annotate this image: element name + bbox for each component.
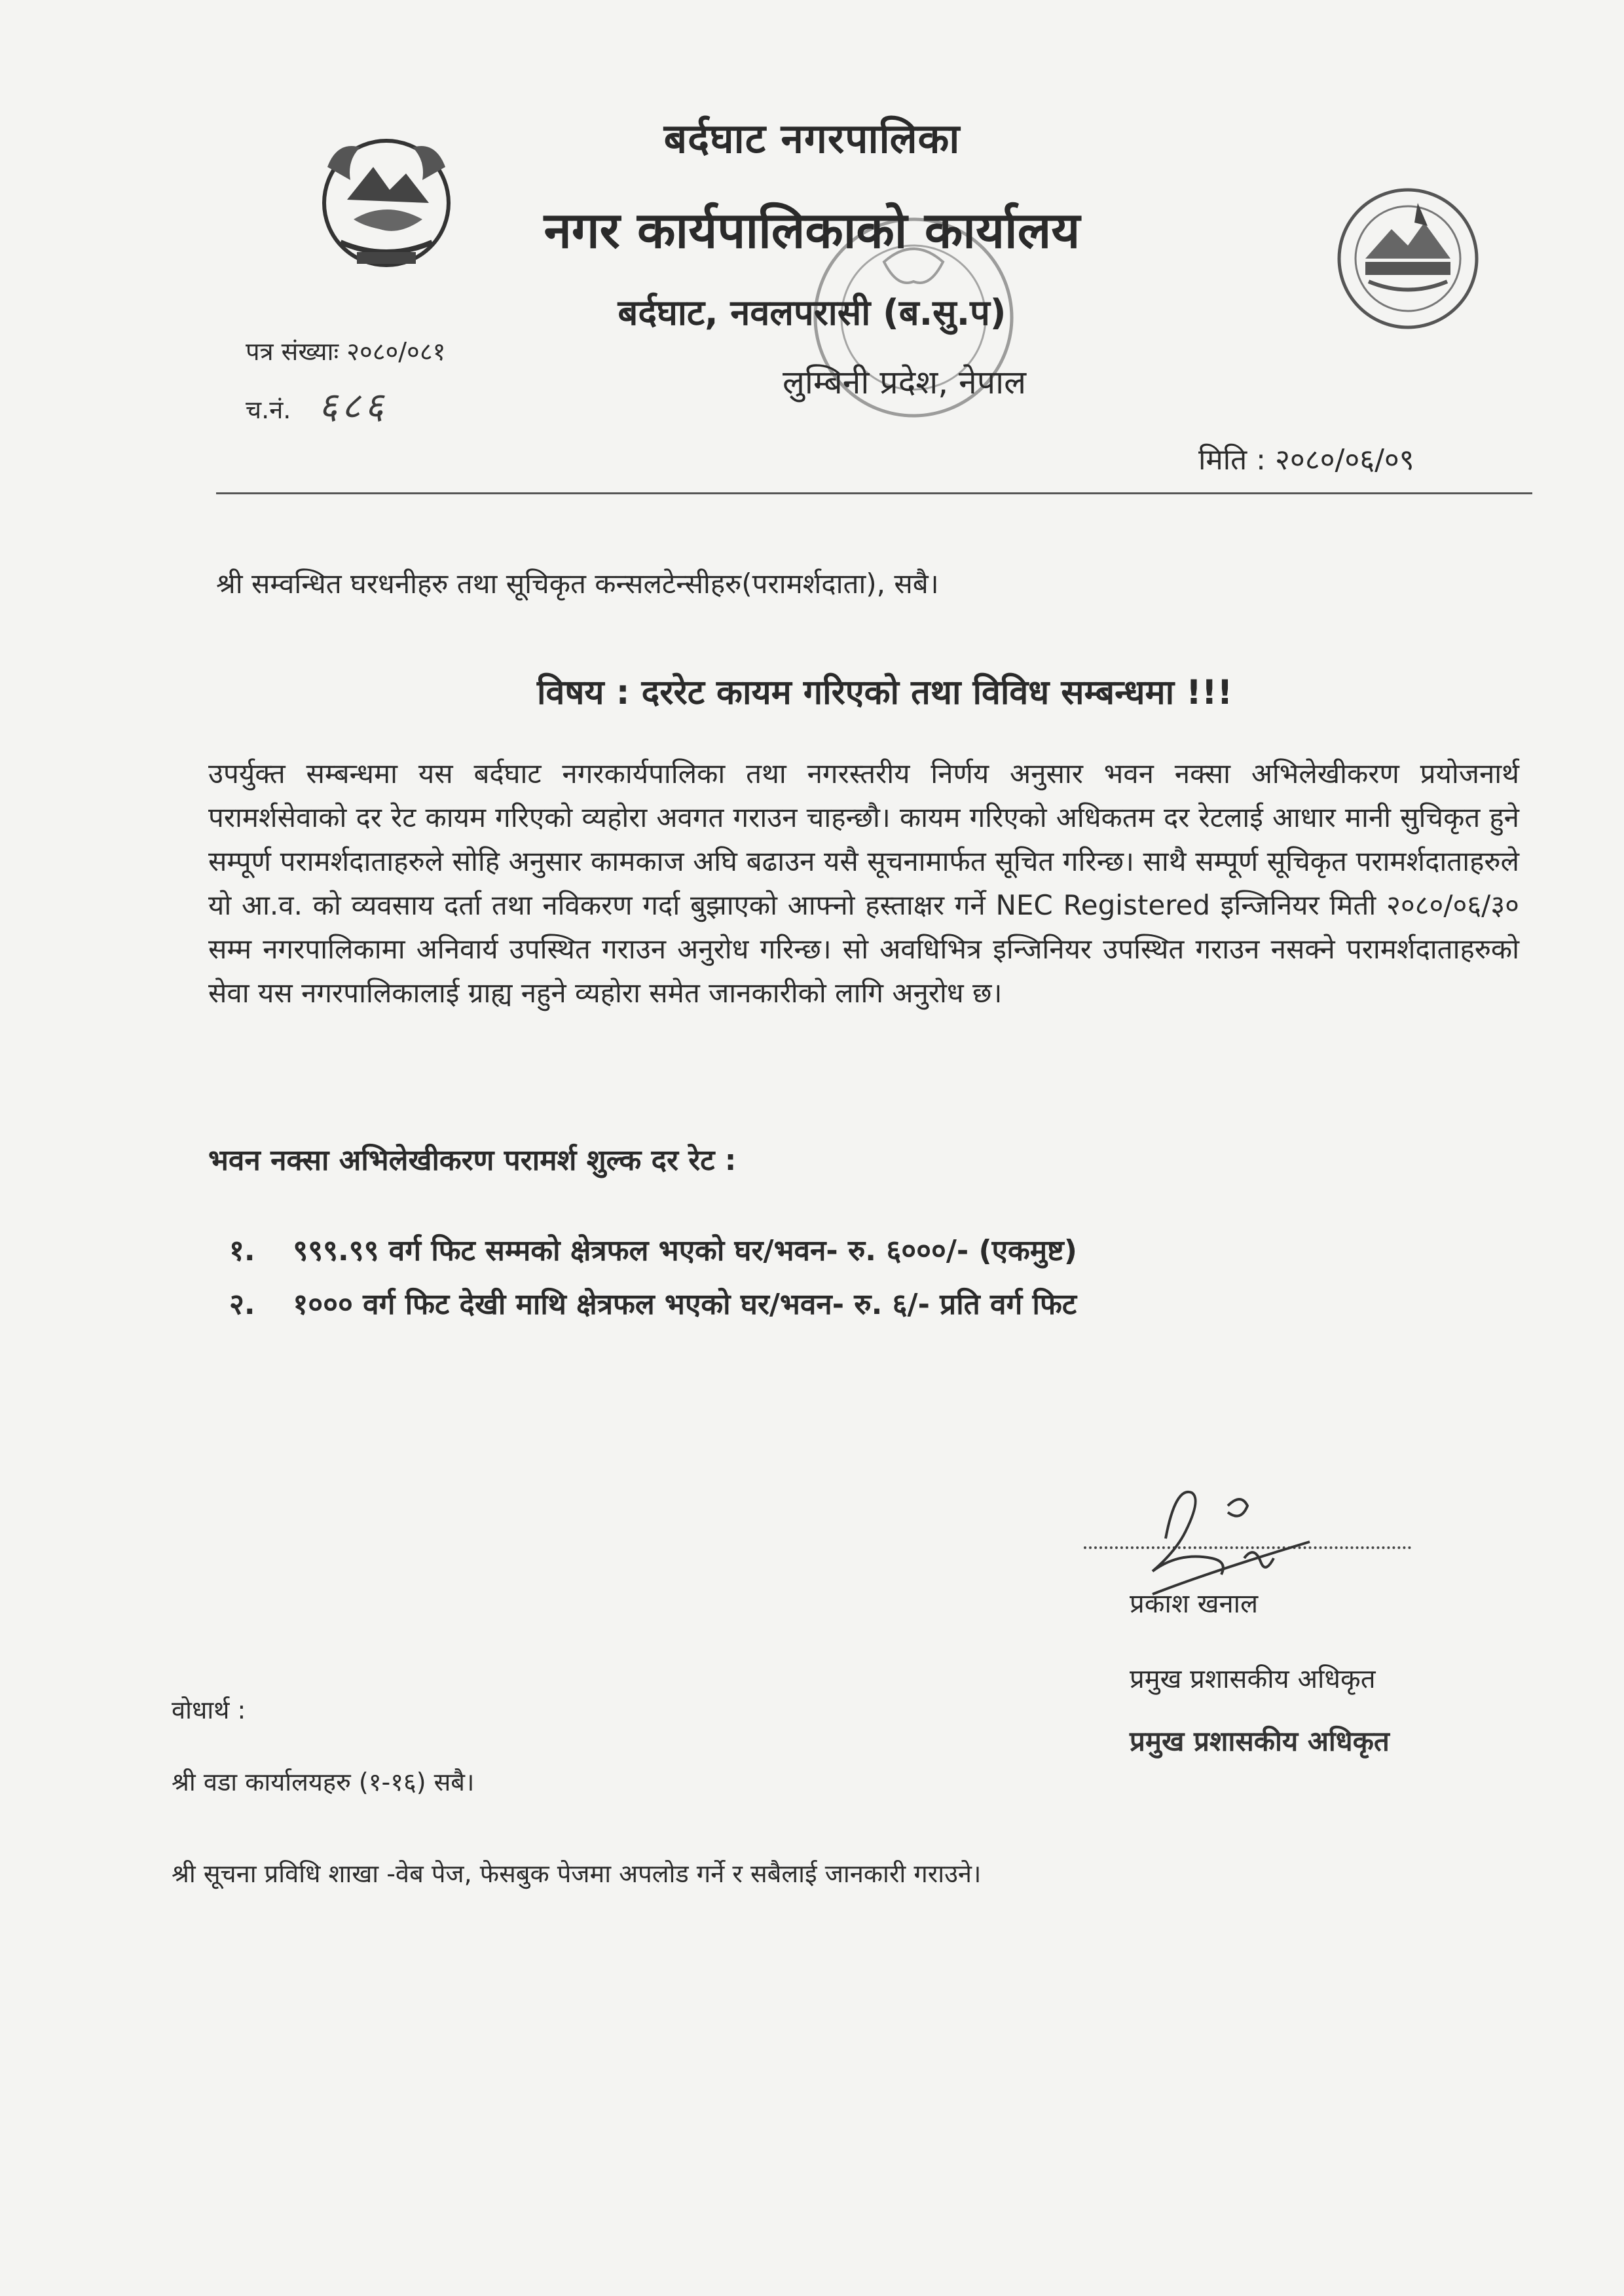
letter-date bbox=[1198, 439, 1414, 478]
date-label: मिति : bbox=[1198, 443, 1266, 477]
signatory-title: प्रमुख प्रशासकीय अधिकृत bbox=[1130, 1664, 1376, 1694]
rate-item-number: १. bbox=[229, 1234, 255, 1267]
cc-label: वोधार्थ : bbox=[172, 1696, 246, 1724]
dispatch-number-value: ६८६ bbox=[318, 385, 388, 428]
recipient: श्री सम्वन्धित घरधनीहरु तथा सूचिकृत कन्सलटेन्सीहरु(परामर्शदाता), सबै। bbox=[216, 568, 939, 600]
rate-item-text: १००० वर्ग फिट देखी माथि क्षेत्रफल भएको घर/भवन- रु. ६/- प्रति वर्ग फिट bbox=[293, 1288, 1077, 1321]
rate-item-text: ९९९.९९ वर्ग फिट सम्मको क्षेत्रफल भएको घर/भवन- रु. ६०००/- (एकमुष्ट) bbox=[293, 1234, 1077, 1267]
cc-item: श्री सूचना प्रविधि शाखा -वेब पेज, फेसबुक पेजमा अपलोड गर्ने र सबैलाई जानकारी गराउने। bbox=[172, 1859, 982, 1888]
office-address: बर्दघाट, नवलपरासी (ब.सु.प) bbox=[618, 292, 1006, 333]
letter-number bbox=[246, 334, 445, 368]
rate-item-number: २. bbox=[229, 1288, 255, 1321]
rate-title: भवन नक्सा अभिलेखीकरण परामर्श शुल्क दर रेट : bbox=[208, 1144, 737, 1177]
dispatch-number bbox=[246, 380, 388, 429]
office-name: नगर कार्यपालिकाको कार्यालय bbox=[544, 201, 1080, 259]
office-province: लुम्बिनी प्रदेश, नेपाल bbox=[783, 363, 1027, 401]
header-divider bbox=[216, 492, 1532, 494]
subject-line: विषय : दररेट कायम गरिएको तथा विविध सम्बन्धमा !!! bbox=[537, 673, 1233, 712]
rate-item bbox=[229, 1230, 1077, 1269]
dispatch-number-label: च.नं. bbox=[246, 395, 291, 424]
rate-item bbox=[229, 1283, 1077, 1322]
signatory-name: प्रकाश खनाल bbox=[1130, 1589, 1259, 1619]
signatory-stamp: प्रमुख प्रशासकीय अधिकृत bbox=[1130, 1725, 1390, 1757]
date-value: २०८०/०६/०९ bbox=[1275, 443, 1414, 477]
letter-number-value: २०८०/०८१ bbox=[346, 337, 446, 366]
municipality-name: बर्दघाट नगरपालिका bbox=[663, 115, 961, 162]
letter-number-label: पत्र संख्याः bbox=[246, 337, 339, 366]
body-paragraph: उपर्युक्त सम्बन्धमा यस बर्दघाट नगरकार्यपालिका तथा नगरस्तरीय निर्णय अनुसार भवन नक्सा अभिलेखीकरण प्रयोजनार्थ परामर्शसेवाको दर रेट कायम गरिएको व्यहोरा अवगत गराउन चाहन्छौ। कायम गरिएको अधिकतम दर रेटलाई आधार मानी सुचिकृत हुने सम्पूर्ण परामर्शदाताहरुले सोहि अनुसार कामकाज अघि बढाउन यसै सूचनामार्फत सूचित गरिन्छ। साथै सम्पूर्ण सूचिकृत परामर्शदाताहरुले यो आ.व. को व्यवसाय दर्ता तथा नविकरण गर्दा बुझाएको आफ्नो हस्ताक्षर गर्ने NEC Registered इन्जिनियर मिती २०८०/०६/३० सम्म नगरपालिकामा अनिवार्य उपस्थित गराउन अनुरोध गरिन्छ। सो अवधिभित्र इन्जिनियर उपस्थित गराउन नसक्ने परामर्शदाताहरुको सेवा यस नगरपालिकालाई ग्राह्य नहुने व्यहोरा समेत जानकारीको लागि अनुरोध छ। bbox=[208, 757, 1519, 1009]
cc-item: श्री वडा कार्यालयहरु (१-१६) सबै। bbox=[172, 1768, 475, 1796]
